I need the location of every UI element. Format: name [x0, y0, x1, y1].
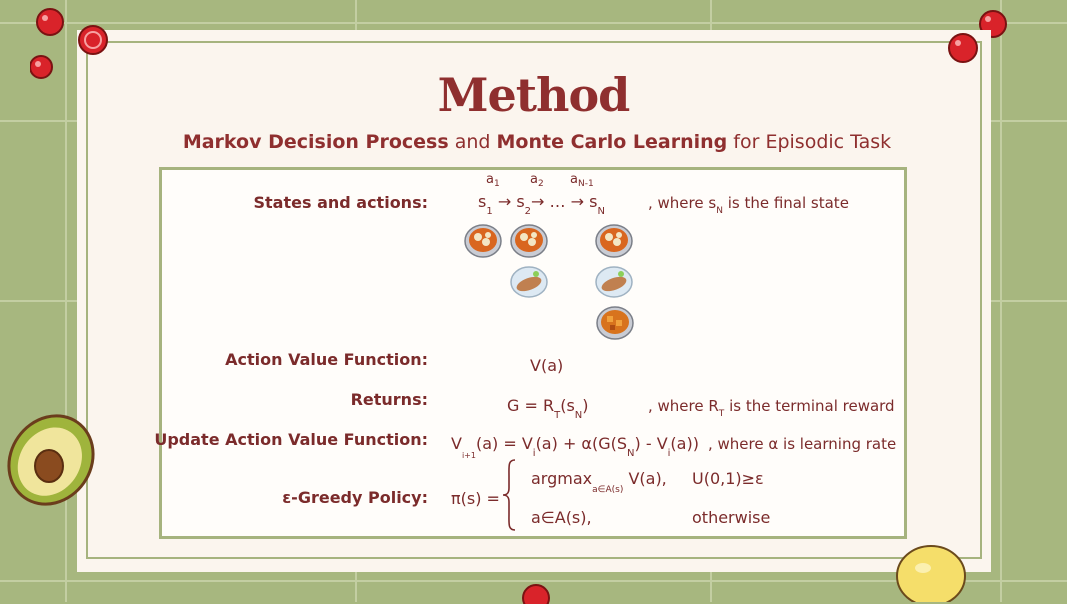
arrow-1: → [497, 192, 512, 211]
a1-sub: 1 [493, 179, 500, 189]
update-p3: (a) + α(G(S [535, 434, 628, 453]
page-title: Method [437, 68, 630, 122]
update-sub-i2: i [667, 448, 671, 459]
cherry-icon [75, 22, 111, 58]
argmax-sub: a∈A(s) [592, 485, 624, 495]
returns-mid: (s [560, 396, 575, 415]
subtitle-term-mdp: Markov Decision Process [182, 131, 449, 153]
reward-note-pre: , where R [648, 397, 719, 415]
action-aN [570, 172, 594, 187]
cherry-icon [945, 30, 981, 66]
sN-text: s [589, 192, 598, 211]
s1-text: s [478, 192, 487, 211]
cherry-icon [518, 582, 554, 604]
returns-post: ) [582, 396, 589, 415]
note-pre: , where s [648, 194, 717, 212]
soup-bowl-icon [510, 223, 548, 259]
returns-sub-N: N [574, 410, 583, 421]
s2-sub: 2 [524, 206, 532, 217]
sN-sub: N [597, 206, 605, 217]
update-expr [451, 434, 699, 460]
subtitle-rest: for Episodic Task [733, 131, 892, 153]
action-value-expr: V(a) [530, 356, 564, 375]
states-actions-label: States and actions: [253, 193, 428, 212]
subtitle-term-mc: Monte Carlo Learning [496, 131, 728, 153]
subtitle [0, 131, 1067, 153]
a1-text: a [486, 172, 494, 187]
argmax-text: argmax [531, 469, 593, 488]
soup-bowl-icon [595, 223, 633, 259]
action-a1 [486, 172, 500, 187]
policy-case-2-condition: otherwise [692, 508, 771, 527]
note-post: is the final state [722, 194, 849, 212]
action-value-label: Action Value Function: [225, 350, 428, 369]
update-label: Update Action Value Function: [154, 430, 428, 449]
ellipsis: … [549, 192, 566, 211]
policy-case-2: a∈A(s), [531, 508, 592, 527]
policy-label: ε-Greedy Policy: [282, 488, 428, 507]
update-p2: (a) = V [475, 434, 533, 453]
grid-line [0, 22, 1067, 24]
fish-plate-icon [510, 265, 548, 299]
reward-note-sub: T [718, 409, 725, 419]
arrow-3: → [570, 192, 585, 211]
learning-rate-note: , where α is learning rate [708, 435, 897, 453]
update-sub-N: N [627, 448, 635, 459]
stew-bowl-icon [596, 305, 634, 341]
aN-sub: N-1 [577, 179, 594, 189]
update-sub-i1: i+1 [461, 451, 476, 460]
state-sequence [478, 192, 605, 217]
soup-bowl-icon [464, 223, 502, 259]
lemon-icon [895, 538, 970, 602]
a2-text: a [530, 172, 538, 187]
arrow-2: → [531, 192, 545, 211]
update-p1: V [451, 434, 462, 453]
final-state-note [648, 194, 849, 216]
s2-text: s [516, 192, 525, 211]
update-p4: ) - V [634, 434, 668, 453]
terminal-reward-note [648, 397, 895, 419]
policy-case-1-condition: U(0,1)≥ε [692, 469, 764, 488]
policy-lhs: π(s) = [451, 489, 500, 508]
avocado-icon [5, 410, 97, 510]
note-sub: N [716, 206, 723, 216]
returns-expr [507, 396, 589, 421]
s1-sub: 1 [486, 206, 493, 217]
reward-note-post: is the terminal reward [724, 397, 895, 415]
aN-text: a [570, 172, 578, 187]
returns-sub-T: T [554, 410, 561, 421]
update-sub-i: i [532, 448, 536, 459]
subtitle-conjunction: and [454, 131, 491, 153]
update-p5: (a)) [670, 434, 699, 453]
action-a2 [530, 172, 544, 187]
argmax-post: V(a), [623, 469, 667, 488]
fish-plate-icon [595, 265, 633, 299]
returns-pre: G = R [507, 396, 555, 415]
returns-label: Returns: [350, 390, 428, 409]
left-brace-icon [502, 458, 516, 532]
a2-sub: 2 [537, 179, 544, 189]
